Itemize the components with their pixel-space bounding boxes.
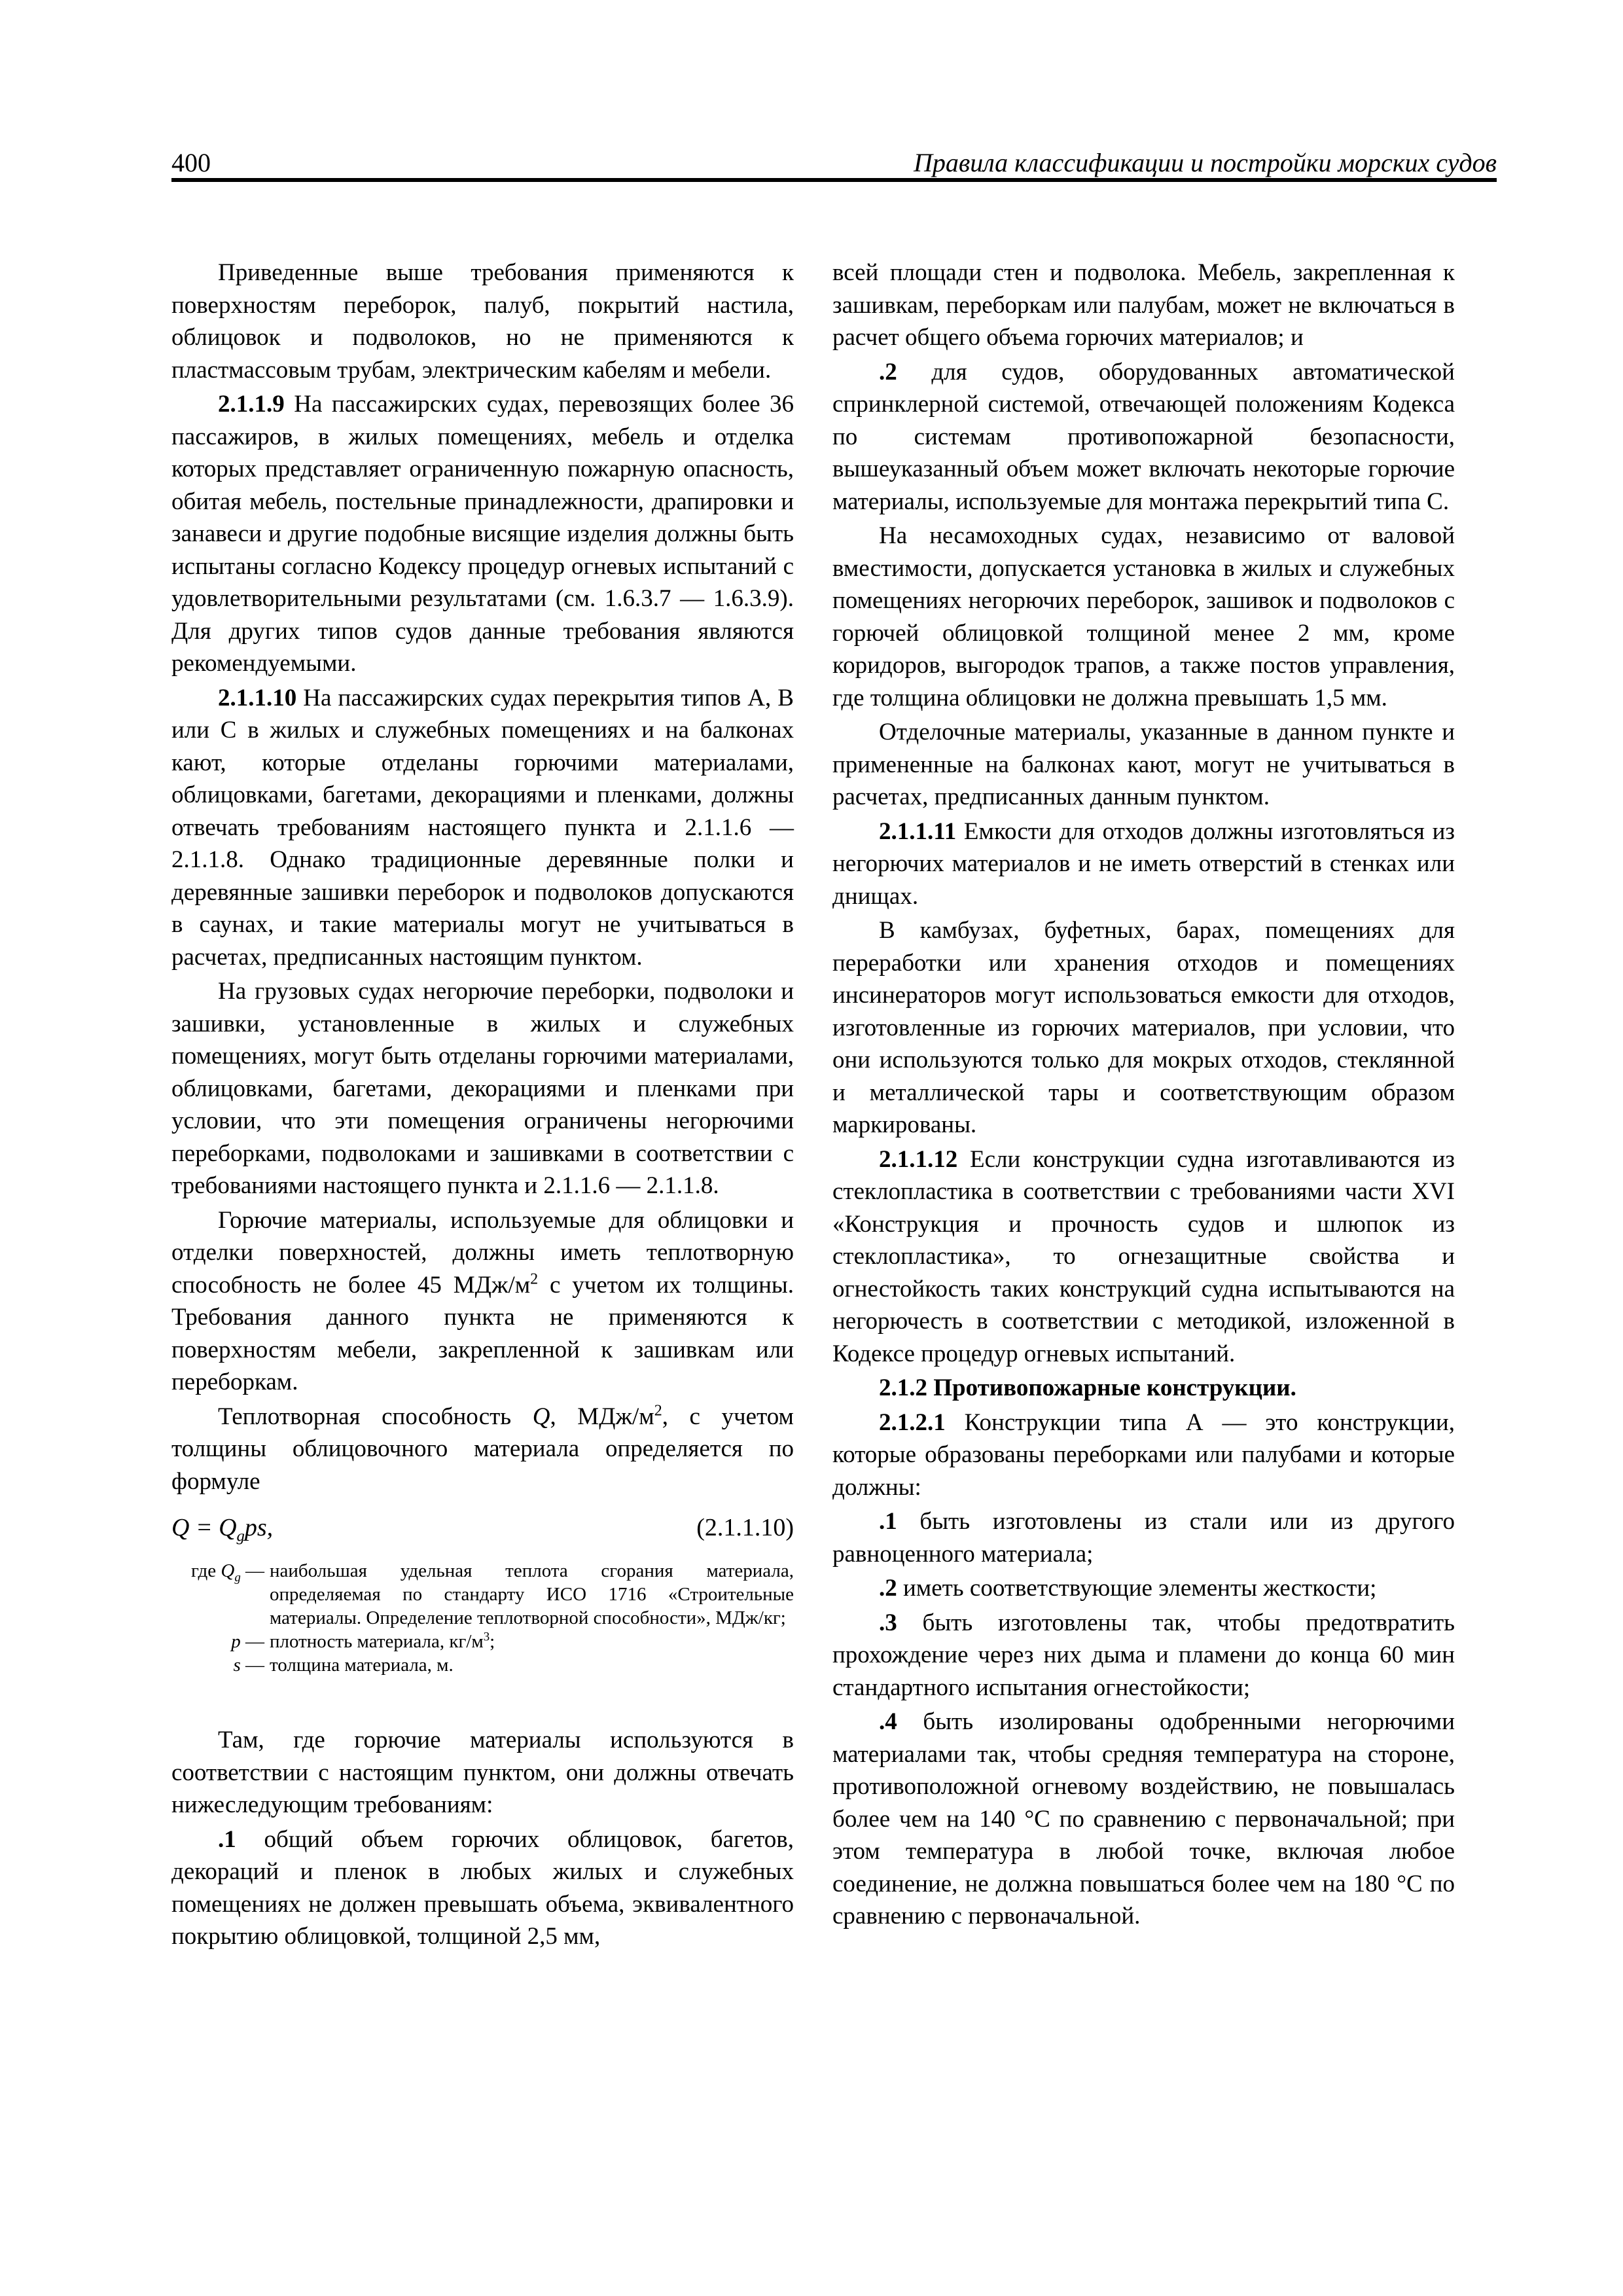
paragraph: Теплотворная способность Q, МДж/$м^2$, с учетом толщины облицовочного материала определяется по формуле — [171, 1402, 794, 1495]
paragraph: Отделочные материалы, указанные в данном пункте и примененные на балконах кают, могут не учитываться в расчетах, предписанных данным пунктом. — [832, 719, 1455, 810]
legend-item: где $Q_g$ — наибольшая удельная теплота сгорания материала, определяемая по стандарту ИСО 1716 «Строительные материалы. Определение теплотворной способности», МДж/кг; — [191, 1560, 794, 1628]
list-item: .4 быть изолированы одобренными негорючими материалами так, чтобы средняя температура на стороне, противоположной огневому воздействию, не повышалась более чем на 140 °С по сравнению с первоначальной; при этом температура в любой точке, включая любое соединение, не должна повышаться более чем на 180 °С по сравнению с первоначальной. — [832, 1708, 1455, 1929]
section-heading: 2.1.2 Противопожарные конструкции. — [879, 1374, 1296, 1401]
item-number: .3 — [879, 1609, 897, 1636]
item-number: .4 — [879, 1708, 897, 1735]
clause-2-1-1-10: 2.1.1.10 На пассажирских судах перекрытия типов А, В или С в жилых и служебных помещениях и на балконах кают, которые отделаны горючими материалами, облицовками, багетами, декорациями и пленками, должны отвечать требованиям настоящего пункта и 2.1.1.6 — 2.1.1.8. Однако традиционные деревянные полки и деревянные зашивки переборок и подволоков допускаются в саунах, и такие материалы могут не учитываться в расчетах, предписанных настоящим пунктом. — [171, 684, 794, 971]
formula-expression: $Q = Q_gps$, — [171, 1514, 274, 1545]
paragraph-continued: всей площади стен и подволока. Мебель, закрепленная к зашивкам, переборкам или палубам, может не включаться в расчет общего объема горючих материалов; и — [832, 259, 1455, 351]
paragraph: На грузовых судах негорючие переборки, подволоки и зашивки, установленные в жилых и служебных помещениях, могут быть отделаны горючими материалами, облицовками, багетами, декорациями и пленками при условии, что эти помещения ограничены негорючими переборками, подволоками и зашивками в соответствии с требованиями настоящего пункта и 2.1.1.6 — 2.1.1.8. — [171, 978, 794, 1199]
left-column — [171, 257, 794, 1955]
clause-number: 2.1.2.1 — [879, 1408, 946, 1436]
legend-item: s — толщина материала, м. — [233, 1655, 454, 1676]
clause-number: 2.1.1.11 — [879, 817, 957, 845]
page-number: 400 — [171, 148, 211, 177]
list-item: .1 быть изготовлены из стали или из другого равноценного материала; — [832, 1508, 1455, 1568]
list-item: .2 иметь соответствующие элементы жесткости; — [879, 1575, 1377, 1602]
list-item: .3 быть изготовлены так, чтобы предотвратить прохождение через них дыма и пламени до конца 60 мин стандартного испытания огнестойкости; — [832, 1609, 1455, 1701]
formula-legend — [171, 1559, 794, 1677]
paragraph: Там, где горючие материалы используются в соответствии с настоящим пунктом, они должны отвечать нижеследующим требованиям: — [171, 1727, 794, 1818]
paragraph: На несамоходных судах, независимо от валовой вместимости, допускается установка в жилых и служебных помещениях негорючих переборок, зашивок и подволоков с горючей облицовкой толщиной менее 2 мм, кроме коридоров, выгородок трапов, а также постов управления, где толщина облицовки не должна превышать 1,5 мм. — [832, 522, 1455, 711]
formula-number: (2.1.1.10) — [696, 1514, 794, 1541]
clause-number: 2.1.1.9 — [218, 391, 285, 418]
item-number: .1 — [218, 1825, 236, 1853]
legend-item: p — плотность материала, $кг/м^3$; — [231, 1630, 495, 1652]
item-number: .2 — [879, 358, 897, 386]
running-title: Правила классификации и постройки морских судов — [913, 148, 1497, 177]
clause-2-1-2-1: 2.1.2.1 Конструкции типа А — это конструкции, которые образованы переборками или палубами и которые должны: — [832, 1408, 1455, 1501]
item-number: .2 — [879, 1575, 897, 1602]
formula — [171, 1511, 794, 1545]
clause-2-1-1-11: 2.1.1.11 Емкости для отходов должны изготовляться из негорючих материалов и не иметь отверстий в стенках или днищах. — [832, 817, 1455, 910]
clause-2-1-1-12: 2.1.1.12 Если конструкции судна изготавливаются из стеклопластика в соответствии с требованиями части XVI «Конструкция и прочность судов и шлюпок из стеклопластика», то огнезащитные свойства и огнестойкость таких конструкций судна испытываются на негорючесть в соответствии с методикой, изложенной в Кодексе процедур огневых испытаний. — [832, 1145, 1455, 1367]
paragraph: Приведенные выше требования применяются к поверхностям переборок, палуб, покрытий настила, облицовок и подволоков, но не применяются к пластмассовым трубам, электрическим кабелям и мебели. — [171, 259, 794, 384]
list-item: .1 общий объем горючих облицовок, багетов, декораций и пленок в любых жилых и служебных помещениях не должен превышать объема, эквивалентного покрытию облицовкой, толщиной 2,5 мм, — [171, 1825, 794, 1950]
page-header — [171, 147, 1497, 179]
paragraph: В камбузах, буфетных, барах, помещениях для переработки или хранения отходов и помещениях инсинераторов могут использоваться емкости для отходов, изготовленные из горючих материалов, при условии, что они используются только для мокрых отходов, стеклянной и металлической тары и соответствующим образом маркированы. — [832, 917, 1455, 1138]
header-rule — [171, 178, 1497, 182]
paragraph: Горючие материалы, используемые для облицовки и отделки поверхностей, должны иметь теплотворную способность не более 45 МДж/$м^2$ с учетом их толщины. Требования данного пункта не применяются к поверхностям мебели, закрепленной к зашивкам или переборкам. — [171, 1206, 794, 1395]
right-column — [832, 257, 1455, 1935]
clause-2-1-1-9: 2.1.1.9 На пассажирских судах, перевозящих более 36 пассажиров, в жилых помещениях, мебель и отделка которых представляет ограниченную пожарную опасность, обитая мебель, постельные принадлежности, драпировки и занавеси и другие подобные висящие изделия должны быть испытаны согласно Кодексу процедур огневых испытаний с удовлетворительными результатами (см. 1.6.3.7 — 1.6.3.9). Для других типов судов данные требования являются рекомендуемыми. — [171, 391, 794, 677]
list-item: .2 для судов, оборудованных автоматической спринклерной системой, отвечающей положениям Кодекса по системам противопожарной безопасности, вышеуказанный объем может включать некоторые горючие материалы, используемые для монтажа перекрытий типа С. — [832, 358, 1455, 515]
item-number: .1 — [879, 1508, 897, 1535]
clause-number: 2.1.1.10 — [218, 684, 297, 711]
clause-number: 2.1.1.12 — [879, 1145, 958, 1173]
